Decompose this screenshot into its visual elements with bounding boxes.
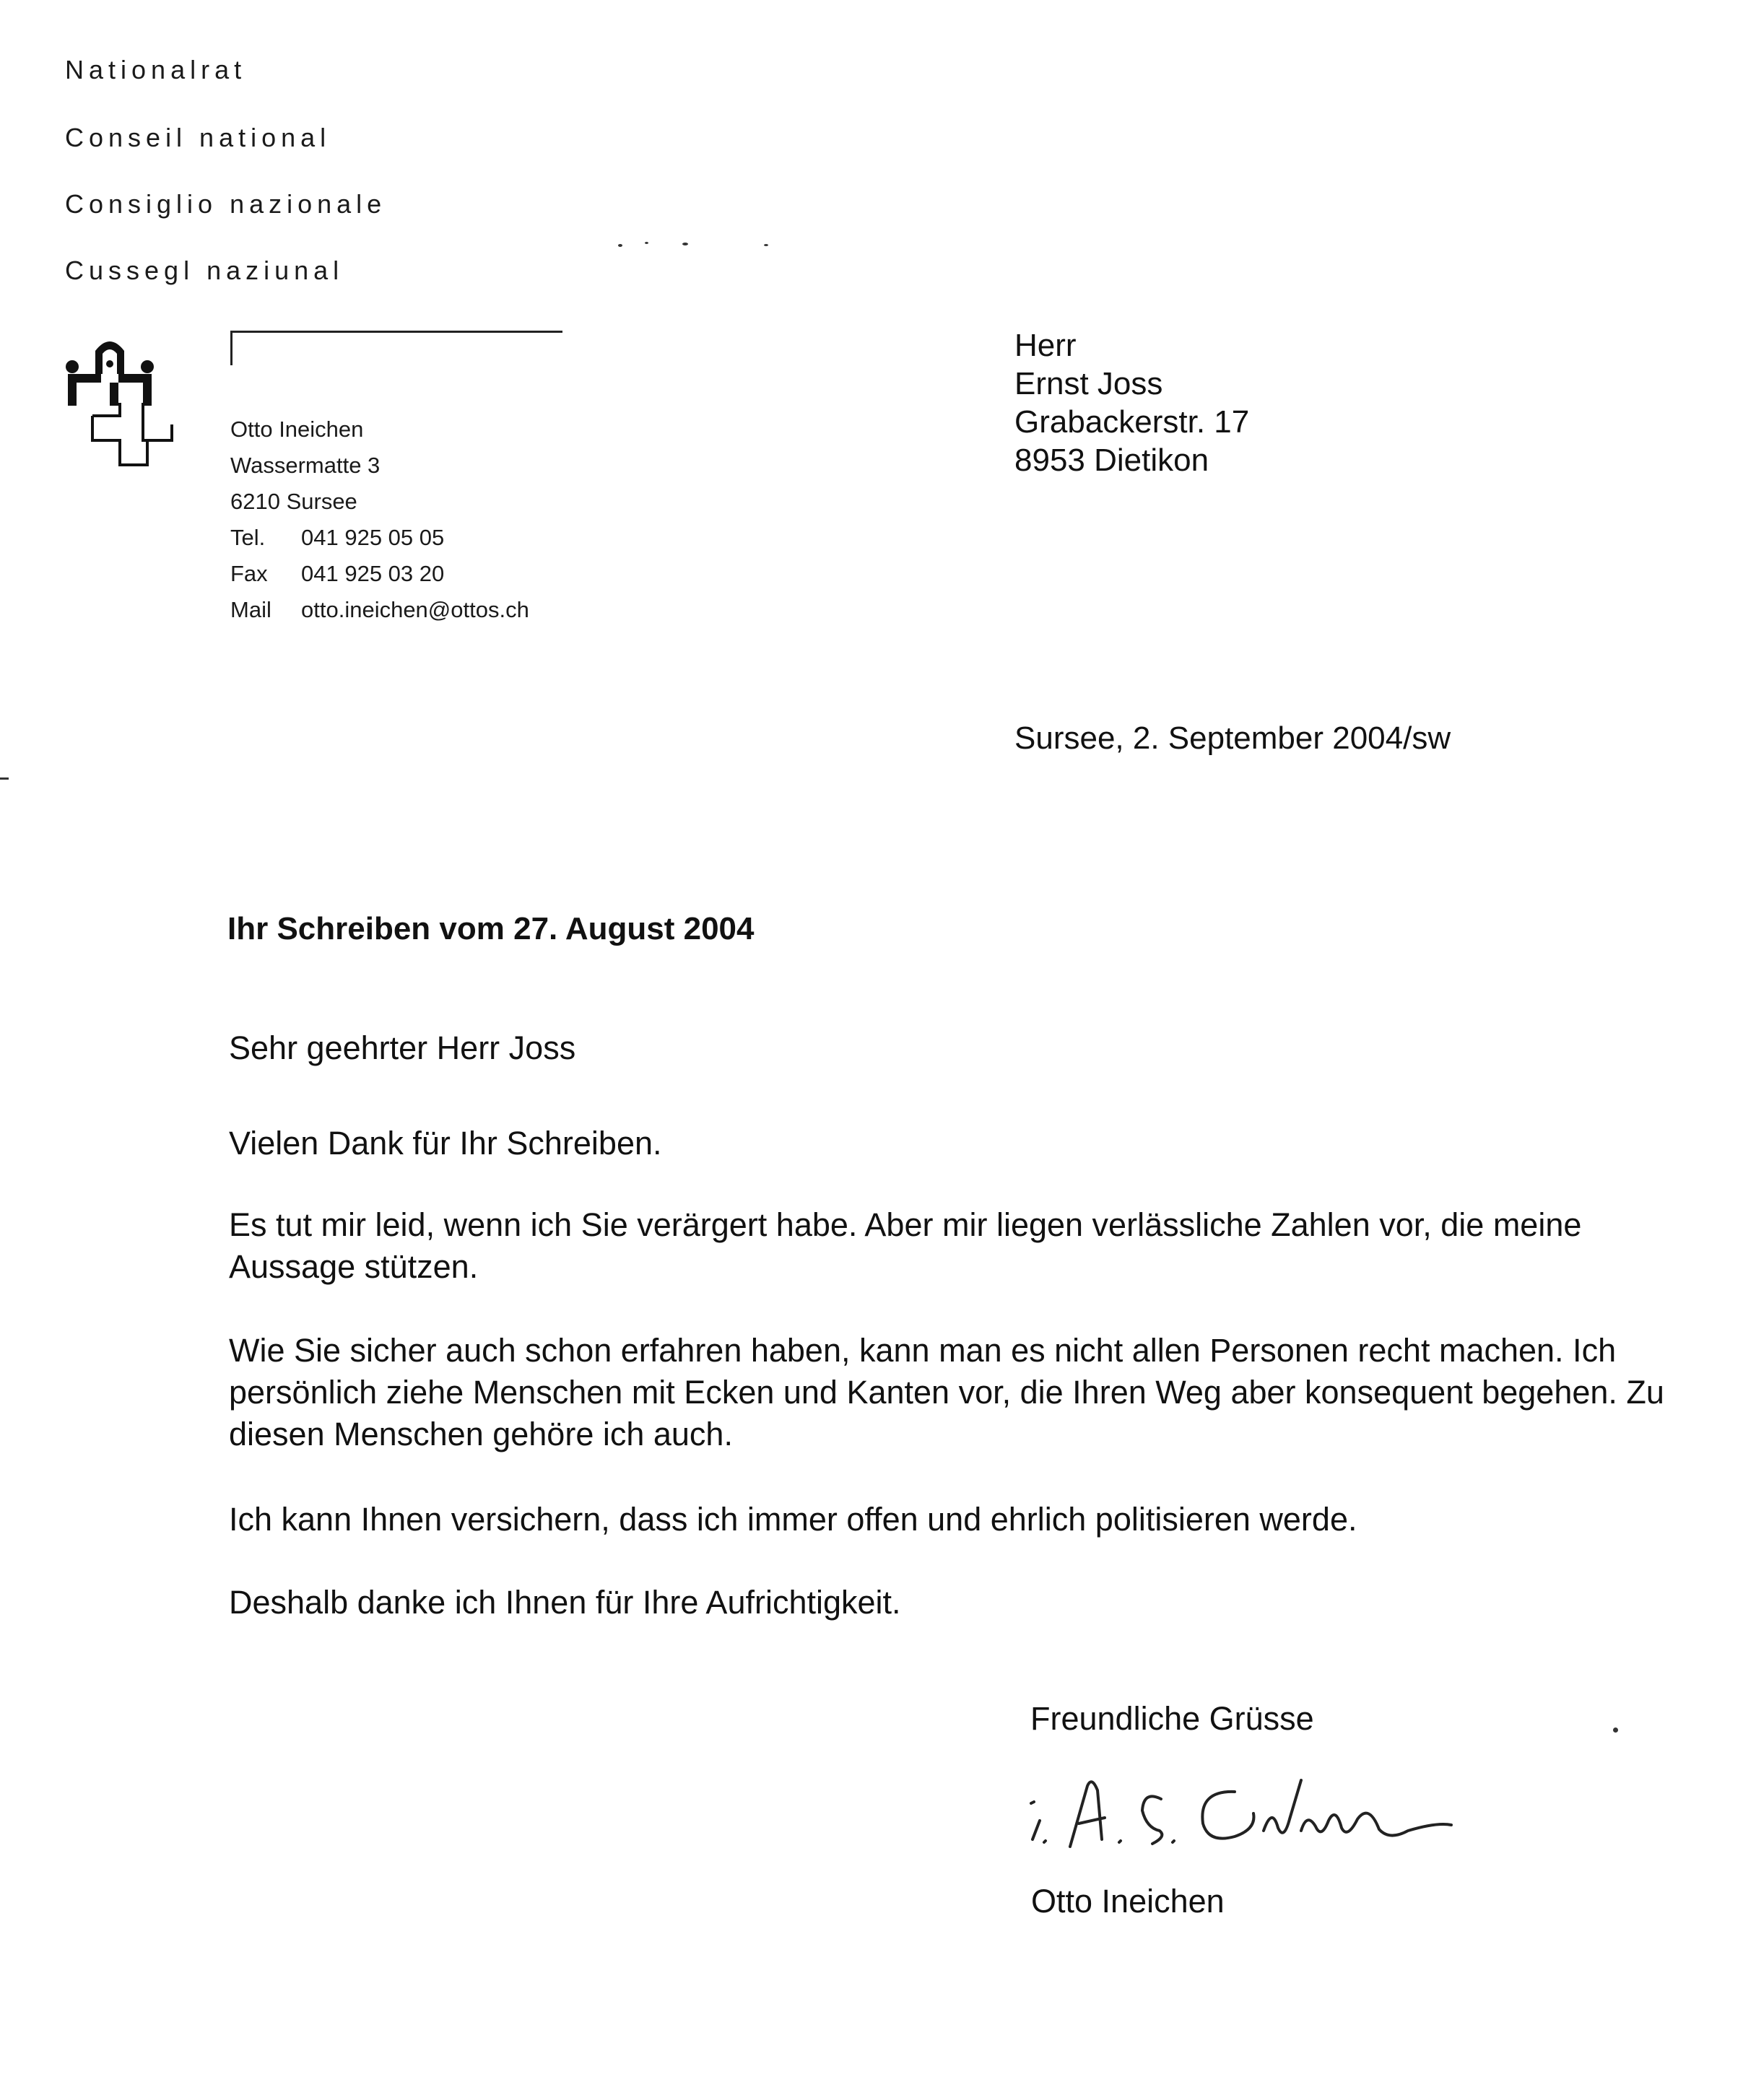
paragraph-1: Vielen Dank für Ihr Schreiben. — [229, 1125, 662, 1162]
paragraph-5: Deshalb danke ich Ihnen für Ihre Aufrichtigkeit. — [229, 1584, 901, 1621]
sender-street: Wassermatte 3 — [230, 453, 381, 478]
subject-line: Ihr Schreiben vom 27. August 2004 — [227, 911, 755, 946]
sender-name: Otto Ineichen — [230, 417, 364, 442]
sender-block — [230, 411, 529, 628]
scan-speck — [682, 243, 688, 245]
recipient-name: Ernst Joss — [1014, 366, 1163, 401]
sender-mail-row — [230, 592, 529, 628]
address-window-bracket — [230, 331, 562, 333]
institution-de: Nationalrat — [65, 55, 247, 84]
recipient-city: 8953 Dietikon — [1014, 443, 1209, 478]
sender-mail: otto.ineichen@ottos.ch — [301, 597, 529, 622]
scan-speck — [764, 244, 768, 246]
institution-it: Consiglio nazionale — [65, 189, 387, 219]
sender-tel-label: Tel. — [230, 525, 266, 550]
dateline: Sursee, 2. September 2004/sw — [1014, 720, 1451, 756]
recipient-salutation: Herr — [1014, 328, 1077, 363]
paragraph-4: Ich kann Ihnen versichern, dass ich immer offen und ehrlich politisieren werde. — [229, 1501, 1357, 1538]
sender-fax-row — [230, 556, 529, 592]
institution-rm: Cussegl naziunal — [65, 256, 344, 285]
sender-city: 6210 Sursee — [230, 489, 357, 514]
sender-tel-row — [230, 520, 529, 556]
closing-regards: Freundliche Grüsse — [1030, 1700, 1314, 1737]
scan-speck — [1613, 1728, 1618, 1733]
address-window-bracket-side — [230, 331, 232, 365]
recipient-street: Grabackerstr. 17 — [1014, 404, 1250, 440]
closing-signer-name: Otto Ineichen — [1031, 1883, 1225, 1920]
parliament-logo — [64, 329, 179, 474]
scan-speck — [0, 777, 9, 780]
institution-fr: Conseil national — [65, 123, 331, 152]
paragraph-3: Wie Sie sicher auch schon erfahren haben, kann man es nicht allen Personen recht machen. Ich persönlich ziehe Menschen mit Ecken und Kanten vor, die Ihren Weg aber konsequent begehen. Zu diesen Menschen gehöre ich auch. — [229, 1332, 1664, 1452]
recipient-block — [1014, 326, 1249, 479]
greeting: Sehr geehrter Herr Joss — [229, 1029, 576, 1066]
sender-tel: 041 925 05 05 — [301, 525, 445, 550]
paragraph-2: Es tut mir leid, wenn ich Sie verärgert habe. Aber mir liegen verlässliche Zahlen vor, die meine Aussage stützen. — [229, 1206, 1582, 1285]
scan-speck — [618, 244, 622, 247]
handwritten-signature — [1018, 1761, 1480, 1862]
sender-mail-label: Mail — [230, 597, 271, 622]
scan-speck — [645, 242, 648, 244]
sender-fax-label: Fax — [230, 561, 268, 586]
sender-fax: 041 925 03 20 — [301, 561, 445, 586]
